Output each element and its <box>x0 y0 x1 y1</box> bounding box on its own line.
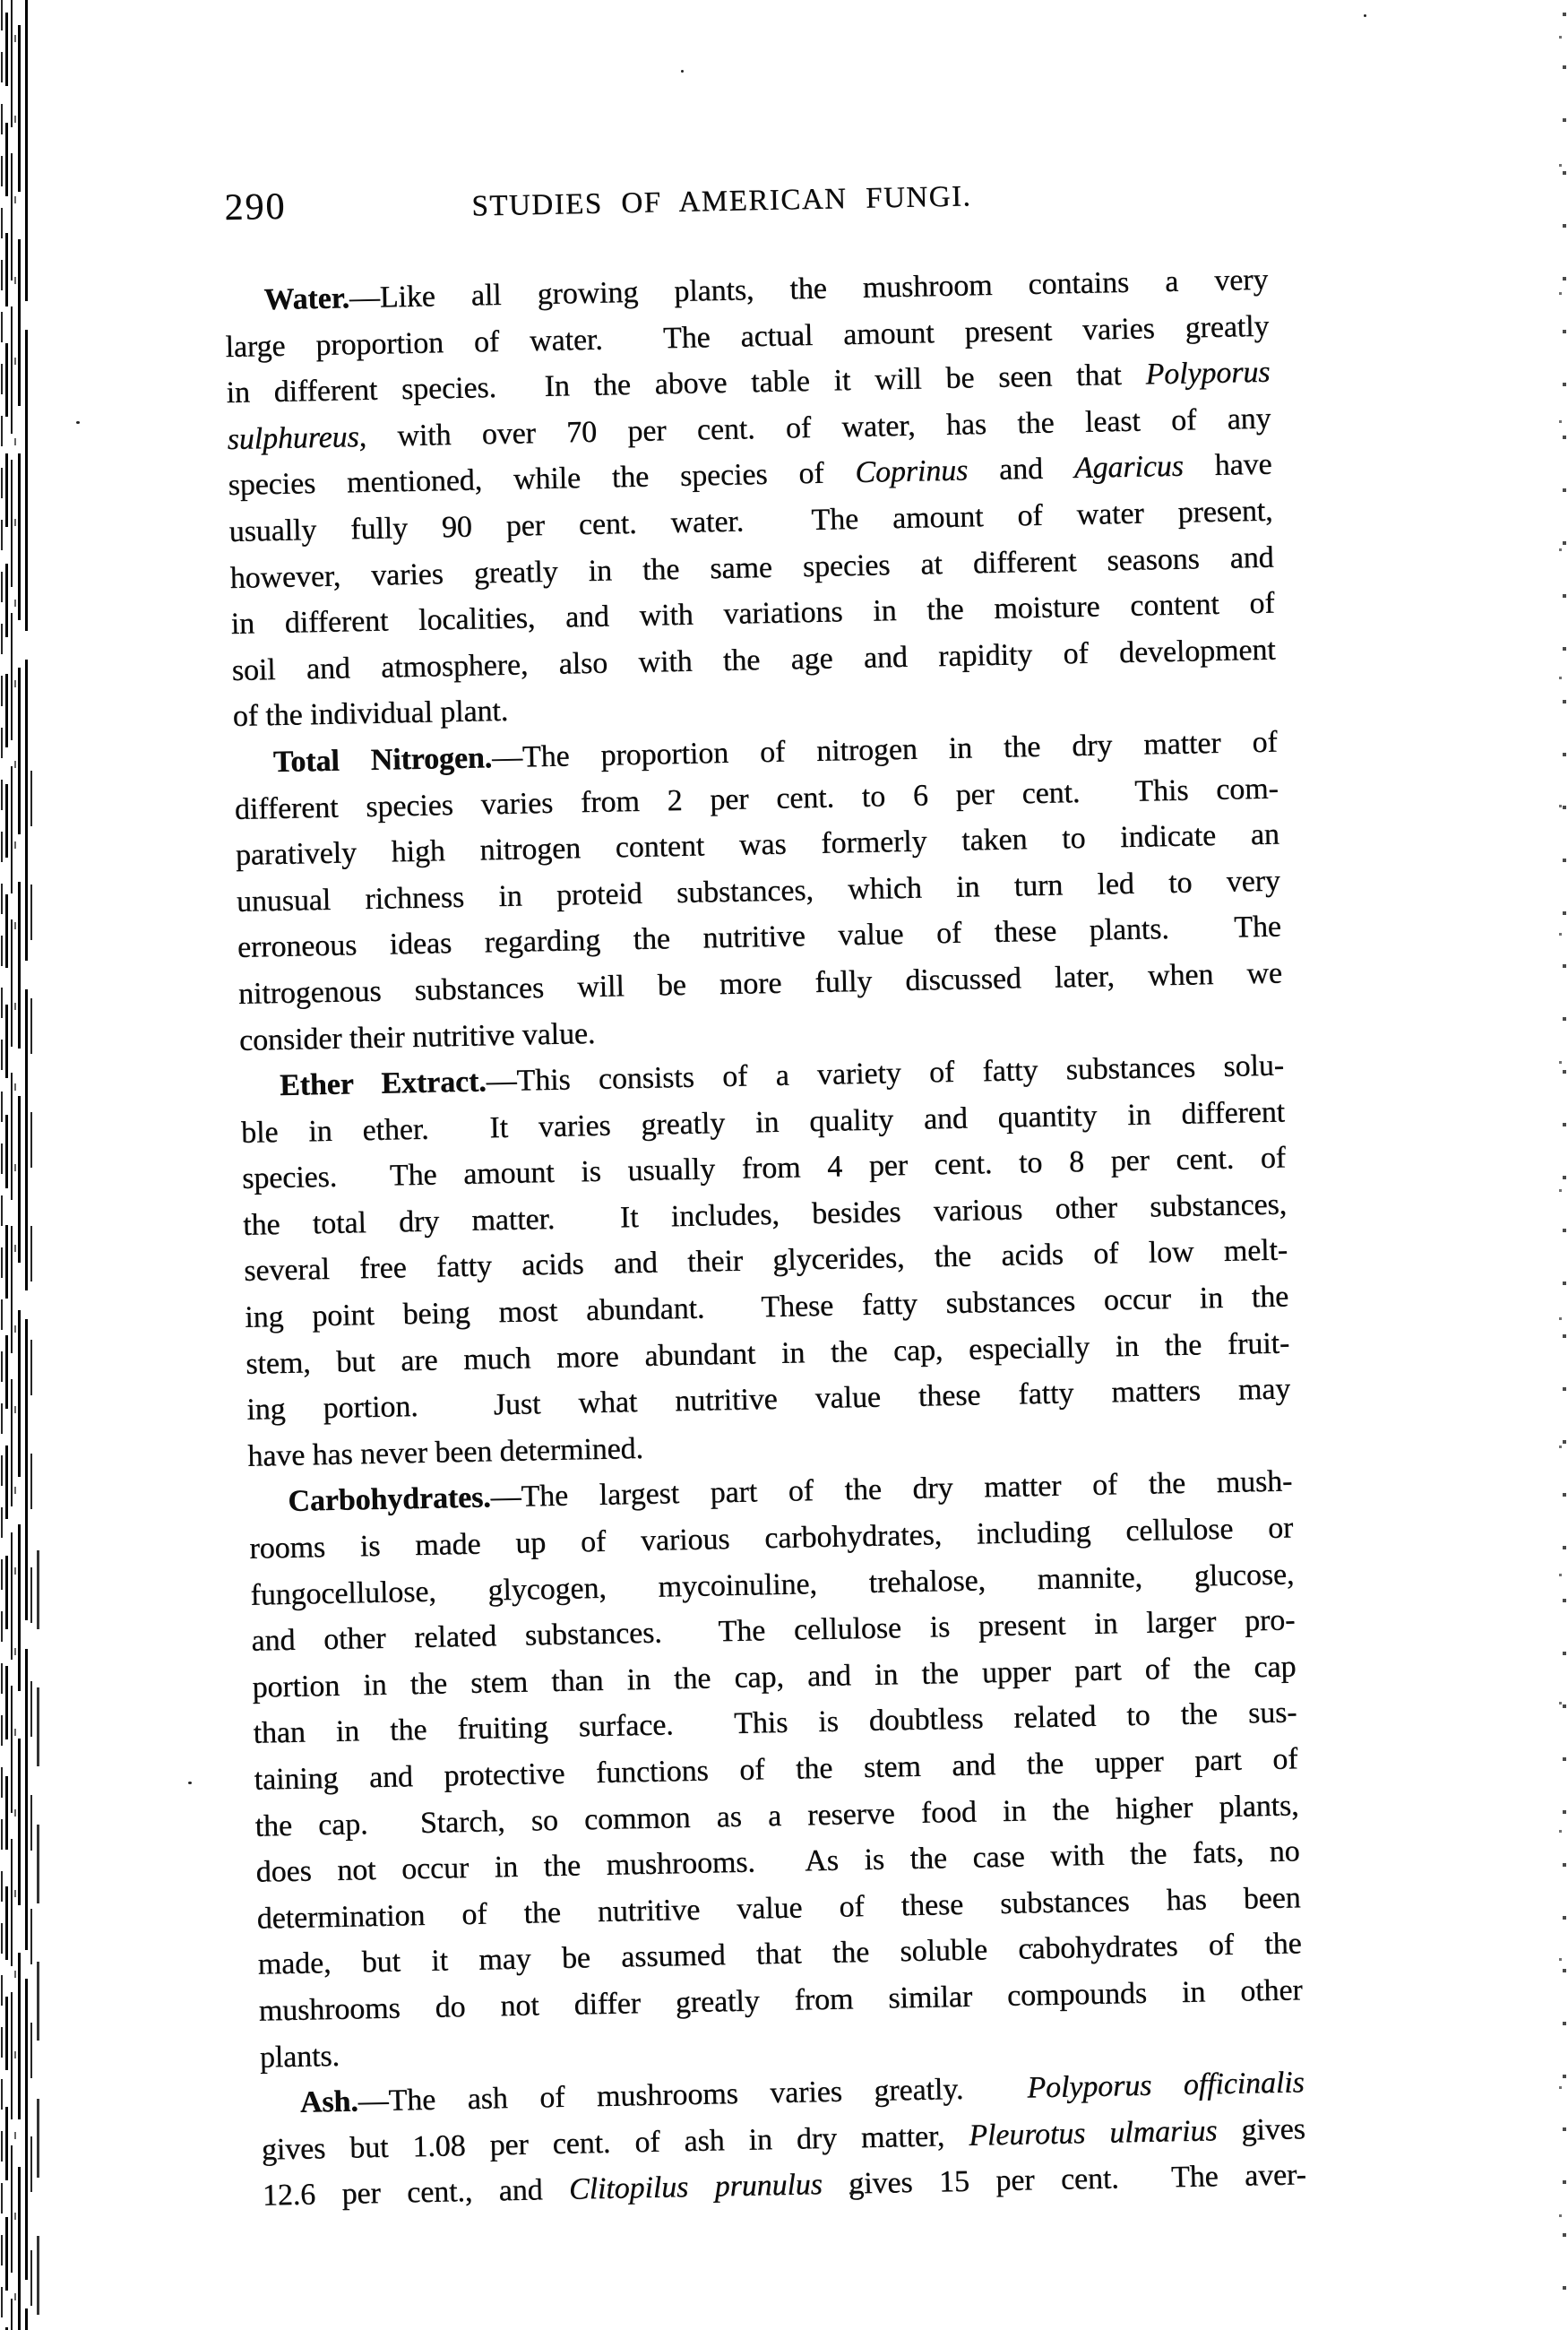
body-text: large proportion of water. The actual amount present varies greatly <box>225 309 1270 364</box>
scan-speck <box>681 70 684 73</box>
body-text: have has never been determined. <box>247 1431 644 1473</box>
scan-speck <box>76 421 80 424</box>
body-text: —The largest part of the dry matter of the mush- <box>490 1464 1293 1514</box>
body-text: gives <box>1217 2111 1306 2147</box>
body-text: —The proportion of nitrogen in the dry matter of <box>491 725 1279 775</box>
page-content <box>222 168 1306 2220</box>
body-text: with over 70 per cent. of water, has the least of any <box>366 401 1271 453</box>
body-text: however, varies greatly in the same species at different seasons and <box>229 540 1274 595</box>
body-text: gives but 1.08 per cent. of ash in dry matter, <box>261 2119 969 2167</box>
section-heading: Ash. <box>299 2084 359 2119</box>
right-edge-specks <box>1563 13 1566 2325</box>
body-text: than in the fruiting surface. This is doubtless related to the sus- <box>253 1696 1297 1751</box>
species-name: Polyporus officinalis <box>1027 2066 1305 2105</box>
body-text: and <box>967 452 1075 488</box>
binding-streak <box>37 1550 39 2330</box>
body-text: the cap. Starch, so common as a reserve food in the higher plants, <box>254 1788 1299 1843</box>
species-name: Clitopilus prunulus <box>568 2168 823 2207</box>
paragraph-water <box>224 257 1277 740</box>
binding-streak <box>25 0 28 2330</box>
section-heading: Carbohydrates. <box>288 1480 491 1519</box>
body-text: in different localities, and with variations in the moisture content of <box>230 586 1275 642</box>
species-name: Polyporus <box>1145 355 1271 392</box>
body-text: fungocellulose, glycogen, mycoinuline, trehalose, mannite, glucose, <box>250 1557 1295 1612</box>
body-text: have <box>1183 447 1272 483</box>
binding-streak <box>14 0 16 2330</box>
body-text: in different species. In the above table it will be seen that <box>226 358 1146 410</box>
body-text: species. The amount is usually from 4 per cent. to 8 per cent. of <box>241 1141 1287 1196</box>
left-binding-artifact <box>0 0 47 2330</box>
body-text: made, but it may be assumed that the soluble cabohydrates of the <box>257 1927 1302 1981</box>
body-text: ing portion. Just what nutritive value these fatty matters may <box>246 1372 1291 1427</box>
body-text: unusual richness in proteid substances, which in turn led to very <box>236 864 1281 919</box>
section-heading: Water. <box>263 281 350 317</box>
binding-streak <box>18 0 21 2330</box>
body-text: —Like all growing plants, the mushroom contains a very <box>349 263 1269 315</box>
species-name: sulphureus, <box>227 419 367 456</box>
body-text: nitrogenous substances will be more fully discussed later, when we <box>237 956 1283 1011</box>
paragraph-total-nitrogen <box>233 719 1283 1063</box>
binding-streak <box>5 0 8 2330</box>
body-text: soil and atmosphere, also with the age and rapidity of development <box>231 633 1276 687</box>
section-heading: Ether Extract. <box>279 1065 487 1103</box>
species-name: Pleurotus ulmarius <box>968 2113 1218 2153</box>
running-title: STUDIES OF AMERICAN FUNGI. <box>471 180 972 223</box>
scan-speck <box>188 1782 192 1784</box>
scan-speck <box>1364 14 1366 17</box>
body-text: of the individual plant. <box>232 695 509 734</box>
section-heading: Total Nitrogen. <box>272 741 493 779</box>
body-text: and other related substances. The cellulose is present in larger pro- <box>251 1603 1296 1658</box>
body-text: consider their nutritive value. <box>238 1016 596 1057</box>
paragraph-ash <box>260 2059 1306 2219</box>
page-text <box>224 257 1306 2220</box>
body-text: the total dry matter. It includes, besides various other substances, <box>242 1187 1288 1242</box>
body-text: determination of the nutritive value of these substances has been <box>256 1881 1301 1936</box>
binding-streak <box>30 771 32 2330</box>
body-text: ble in ether. It varies greatly in quality and quantity in different <box>240 1095 1286 1150</box>
body-text: usually fully 90 per cent. water. The amount of water present, <box>228 494 1273 548</box>
body-text: —The ash of mushrooms varies greatly. <box>358 2071 1028 2119</box>
species-name: Coprinus <box>855 453 969 490</box>
body-text: portion in the stem than in the cap, and in the upper part of the cap <box>252 1650 1297 1704</box>
binding-streak <box>11 0 13 2330</box>
body-text: species mentioned, while the species of <box>228 456 856 503</box>
right-edge-specks <box>1559 36 1562 2330</box>
body-text: ing point being most abundant. These fatty substances occur in the <box>244 1280 1289 1334</box>
body-text: stem, but are much more abundant in the cap, especially in the fruit- <box>245 1326 1290 1381</box>
paragraph-ether-extract <box>240 1043 1292 1480</box>
body-text: does not occur in the mushrooms. As is the case with the fats, no <box>255 1834 1300 1889</box>
body-text: several free fatty acids and their glycerides, the acids of low melt- <box>243 1233 1288 1289</box>
page-number: 290 <box>223 186 287 229</box>
body-text: plants. <box>259 2039 340 2075</box>
body-text: erroneous ideas regarding the nutritive value of these plants. The <box>237 910 1282 965</box>
paragraph-carbohydrates <box>248 1459 1304 2081</box>
body-text: taining and protective functions of the stem and the upper part of <box>254 1742 1298 1797</box>
body-text: mushrooms do not differ greatly from similar compounds in other <box>258 1973 1303 2028</box>
binding-streak <box>1 0 3 2330</box>
species-name: Agaricus <box>1073 449 1185 486</box>
body-text: paratively high nitrogen content was formerly taken to indicate an <box>235 817 1280 872</box>
body-text: gives 15 per cent. The aver- <box>822 2158 1307 2202</box>
body-text: different species varies from 2 per cent. to 6 per cent. This com- <box>234 772 1279 826</box>
body-text: 12.6 per cent., and <box>262 2173 570 2213</box>
body-text: —This consists of a variety of fatty substances solu- <box>486 1048 1285 1099</box>
body-text: rooms is made up of various carbohydrates, including cellulose or <box>249 1511 1294 1566</box>
